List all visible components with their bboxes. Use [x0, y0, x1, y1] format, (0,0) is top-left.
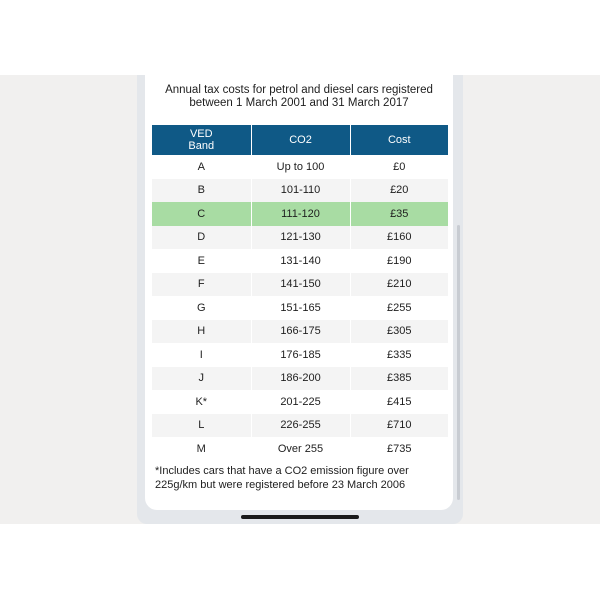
- cell-band: H: [152, 320, 251, 344]
- cell-co2: 226-255: [251, 414, 350, 438]
- cell-co2: 201-225: [251, 390, 350, 414]
- table-row: [152, 273, 448, 297]
- cell-co2: 131-140: [251, 249, 350, 273]
- cell-co2: 121-130: [251, 226, 350, 250]
- cell-co2: 176-185: [251, 343, 350, 367]
- table-row: [152, 343, 448, 367]
- cell-co2: 141-150: [251, 273, 350, 297]
- table-row: [152, 437, 448, 461]
- cell-co2: Over 255: [251, 437, 350, 461]
- header-ved-band: [152, 125, 251, 155]
- cell-cost: £415: [350, 390, 448, 414]
- cell-co2: 111-120: [251, 202, 350, 226]
- cell-band: J: [152, 367, 251, 391]
- cell-cost: £735: [350, 437, 448, 461]
- table-row: [152, 226, 448, 250]
- cell-cost: £255: [350, 296, 448, 320]
- cell-band: A: [152, 155, 251, 179]
- table-row: [152, 179, 448, 203]
- table-row: [152, 320, 448, 344]
- table-row: [152, 296, 448, 320]
- cell-band: K*: [152, 390, 251, 414]
- table-header-row: [152, 125, 448, 155]
- scrollbar[interactable]: [457, 225, 460, 500]
- caption-line-1: Annual tax costs for petrol and diesel cars registered: [165, 84, 433, 96]
- cell-co2: 151-165: [251, 296, 350, 320]
- cell-cost: £710: [350, 414, 448, 438]
- cell-cost: £190: [350, 249, 448, 273]
- home-indicator[interactable]: [241, 515, 359, 519]
- header-co2: CO2: [251, 125, 350, 155]
- cell-band: F: [152, 273, 251, 297]
- cell-band: M: [152, 437, 251, 461]
- table-caption: [145, 84, 453, 110]
- content-card: [145, 75, 453, 510]
- cell-band: D: [152, 226, 251, 250]
- phone-screen: [137, 75, 463, 524]
- footnote: *Includes cars that have a CO2 emission figure over 225g/km but were registered before 23 March 2006: [155, 465, 409, 491]
- caption-line-2: between 1 March 2001 and 31 March 2017: [189, 97, 409, 109]
- cell-cost: £305: [350, 320, 448, 344]
- cell-cost: £385: [350, 367, 448, 391]
- cell-cost: £20: [350, 179, 448, 203]
- cell-co2: 186-200: [251, 367, 350, 391]
- cell-band: I: [152, 343, 251, 367]
- table-row: [152, 249, 448, 273]
- header-ved-band-line-1: VED: [189, 128, 213, 140]
- table-body: [152, 155, 448, 461]
- table-row: [152, 155, 448, 179]
- cell-cost: £210: [350, 273, 448, 297]
- cell-cost: £160: [350, 226, 448, 250]
- cell-band: C: [152, 202, 251, 226]
- header-cost: Cost: [350, 125, 448, 155]
- cell-band: L: [152, 414, 251, 438]
- cell-cost: £0: [350, 155, 448, 179]
- table-row: [152, 390, 448, 414]
- header-ved-band-line-2: Band: [188, 140, 215, 152]
- cell-band: E: [152, 249, 251, 273]
- table-row: [152, 414, 448, 438]
- ved-tax-table: [152, 125, 448, 461]
- cell-cost: £35: [350, 202, 448, 226]
- cell-band: B: [152, 179, 251, 203]
- cell-co2: 166-175: [251, 320, 350, 344]
- cell-band: G: [152, 296, 251, 320]
- cell-cost: £335: [350, 343, 448, 367]
- table-row: [152, 202, 448, 226]
- cell-co2: Up to 100: [251, 155, 350, 179]
- table-row: [152, 367, 448, 391]
- cell-co2: 101-110: [251, 179, 350, 203]
